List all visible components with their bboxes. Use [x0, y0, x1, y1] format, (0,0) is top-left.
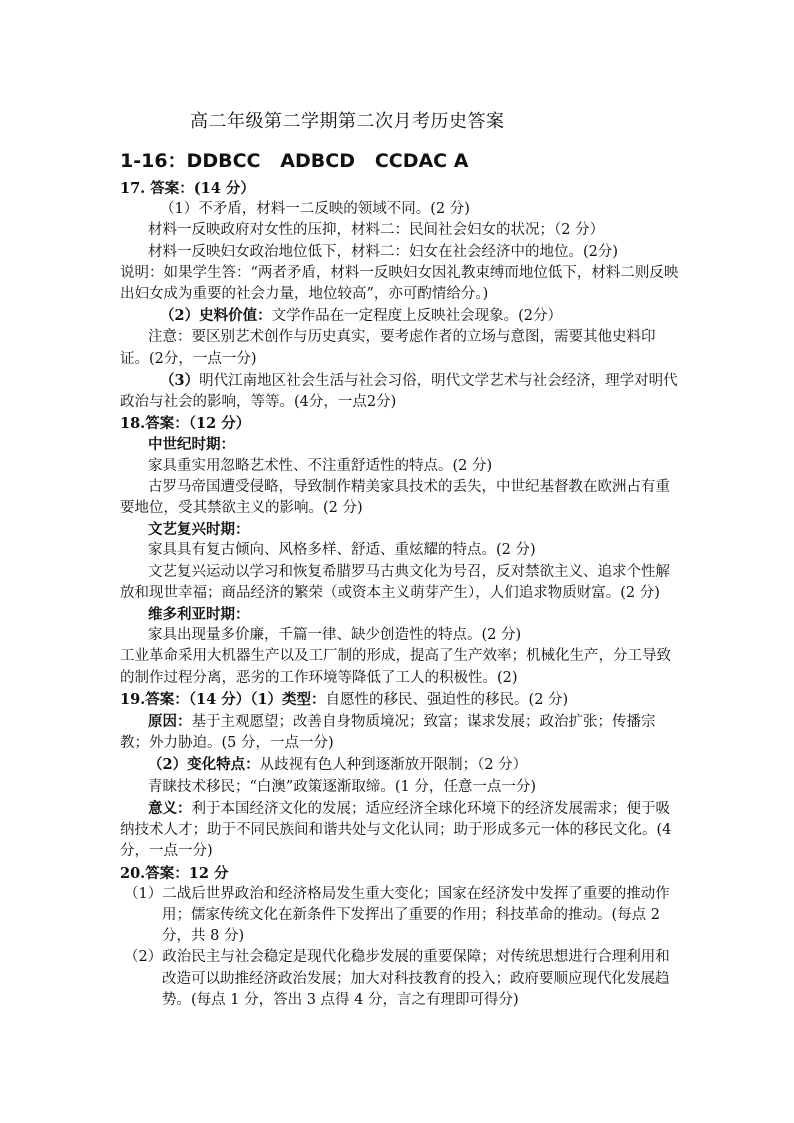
document-title: 高二年级第二学期第二次月考历史答案 [190, 111, 505, 132]
q18-renaissance-reason: 文艺复兴运动以学习和恢复希腊罗马古典文化为号召，反对禁欲主义、追求个性解放和现世幸福；商品经济的繁荣（或资本主义萌芽产生），人们追求物质财富。(2 分) [120, 563, 670, 601]
q19-part1-label: （1）类型： [250, 690, 326, 708]
q17-part3 [120, 370, 680, 413]
q19-part2 [120, 754, 680, 776]
q18-renaissance-feature: 家具具有复古倾向、风格多样、舒适、重炫耀的特点。(2 分) [148, 542, 536, 559]
q19-part2-label: （2）变化特点： [148, 756, 260, 774]
q19-reason-text: 基于主观愿望；改善自身物质境况；致富；谋求发展；政治扩张；传播宗教；外力胁迫。(5 分，一点一分) [120, 714, 656, 752]
q20-header: 20.答案：12 分 [120, 864, 229, 882]
answer-content [120, 178, 680, 1011]
q19-header-line [120, 689, 680, 711]
q18-victorian-feature: 家具出现量多价廉，千篇一律、缺少创造性的特点。(2 分) [148, 627, 522, 644]
q17-part1: （1）不矛盾，材料一二反映的领域不同。(2 分) [160, 201, 470, 218]
q17-note: 说明：如果学生答：“两者矛盾，材料一反映妇女因礼教束缚而地位低下，材料二则反映出妇女成为重要的社会力量，地位较高”，亦可酌情给分。) [120, 264, 679, 303]
q19-part1-text: 自愿性的移民、强迫性的移民。(2 分) [325, 691, 569, 708]
q20-part1: （1）二战后世界政治和经济格局发生重大变化；国家在经济发中发挥了重要的推动作用；儒家传统文化在新条件下发挥出了重要的作用；科技革命的推动。(每点 2 分，共 8 分) [124, 885, 670, 945]
q19-header: 19.答案：（14 分） [120, 690, 251, 708]
q17-material2: 材料一反映妇女政治地位低下，材料二：妇女在社会经济中的地位。(2分) [148, 243, 619, 260]
q17-header: 17. 答案：(14 分） [120, 180, 255, 197]
q19-significance-label: 意义： [148, 799, 192, 817]
q17-part2-text: 文学作品在一定程度上反映社会现象。(2分） [271, 308, 562, 325]
q19-reason-label: 原因： [148, 713, 192, 731]
q17-part3-label: （3） [160, 371, 200, 389]
q19-part2-text: 从歧视有色人种到逐渐放开限制；（2 分） [259, 757, 528, 774]
q18-medieval-reason: 古罗马帝国遭受侵略，导致制作精美家具技术的丢失，中世纪基督教在欧洲占有重要地位，受其禁欲主义的影响。(2 分) [120, 478, 670, 517]
q18-victorian-heading: 维多利亚时期： [148, 606, 250, 624]
q19-significance-text: 利于本国经济文化的发展；适应经济全球化环境下的经济发展需求；便于吸纳技术人才；助于不同民族间和谐共处与文化认同；助于形成多元一体的移民文化。(4 分，一点一分) [120, 800, 672, 860]
q17-part2-label: （2）史料价值： [160, 307, 272, 325]
q19-reason [120, 711, 680, 754]
q17-part2 [120, 305, 680, 327]
q17-material1: 材料一反映政府对女性的压抑，材料二：民间社会妇女的状况；（2 分） [148, 222, 605, 239]
q18-header: 18.答案：（12 分） [120, 415, 251, 433]
q19-part2-extra: 青睐技术移民；“白澳”政策逐渐取缔。(1 分，任意一点一分) [148, 778, 536, 795]
q18-victorian-reason: 工业革命采用大机器生产以及工厂制的形成，提高了生产效率；机械化生产，分工导致的制作过程分离，恶劣的工作环境等降低了工人的积极性。(2) [120, 648, 671, 686]
multiple-choice-answers: 1-16：DDBCC ADBCD CCDAC A [120, 150, 469, 172]
q17-part3-text: 明代江南地区社会生活与社会习俗，明代文学艺术与社会经济，理学对明代政治与社会的影响，等等。(4分，一点2分) [120, 372, 678, 411]
q18-medieval-feature: 家具重实用忽略艺术性、不注重舒适性的特点。(2 分) [148, 457, 493, 474]
q18-renaissance-heading: 文艺复兴时期： [148, 521, 250, 539]
q17-caution: 注意：要区别艺术创作与历史真实，要考虑作者的立场与意图，需要其他史料印证。(2分，一点一分) [120, 329, 656, 367]
q20-part2: （2）政治民主与社会稳定是现代化稳步发展的重要保障；对传统思想进行合理利用和改造可以助推经济政治发展；加大对科技教育的投入；政府要顺应现代化发展趋势。(每点 1 分，答出 3 点得 4 分，言之有理即可得分) [124, 949, 670, 1008]
q19-significance [120, 798, 680, 863]
q18-medieval-heading: 中世纪时期： [148, 436, 235, 454]
